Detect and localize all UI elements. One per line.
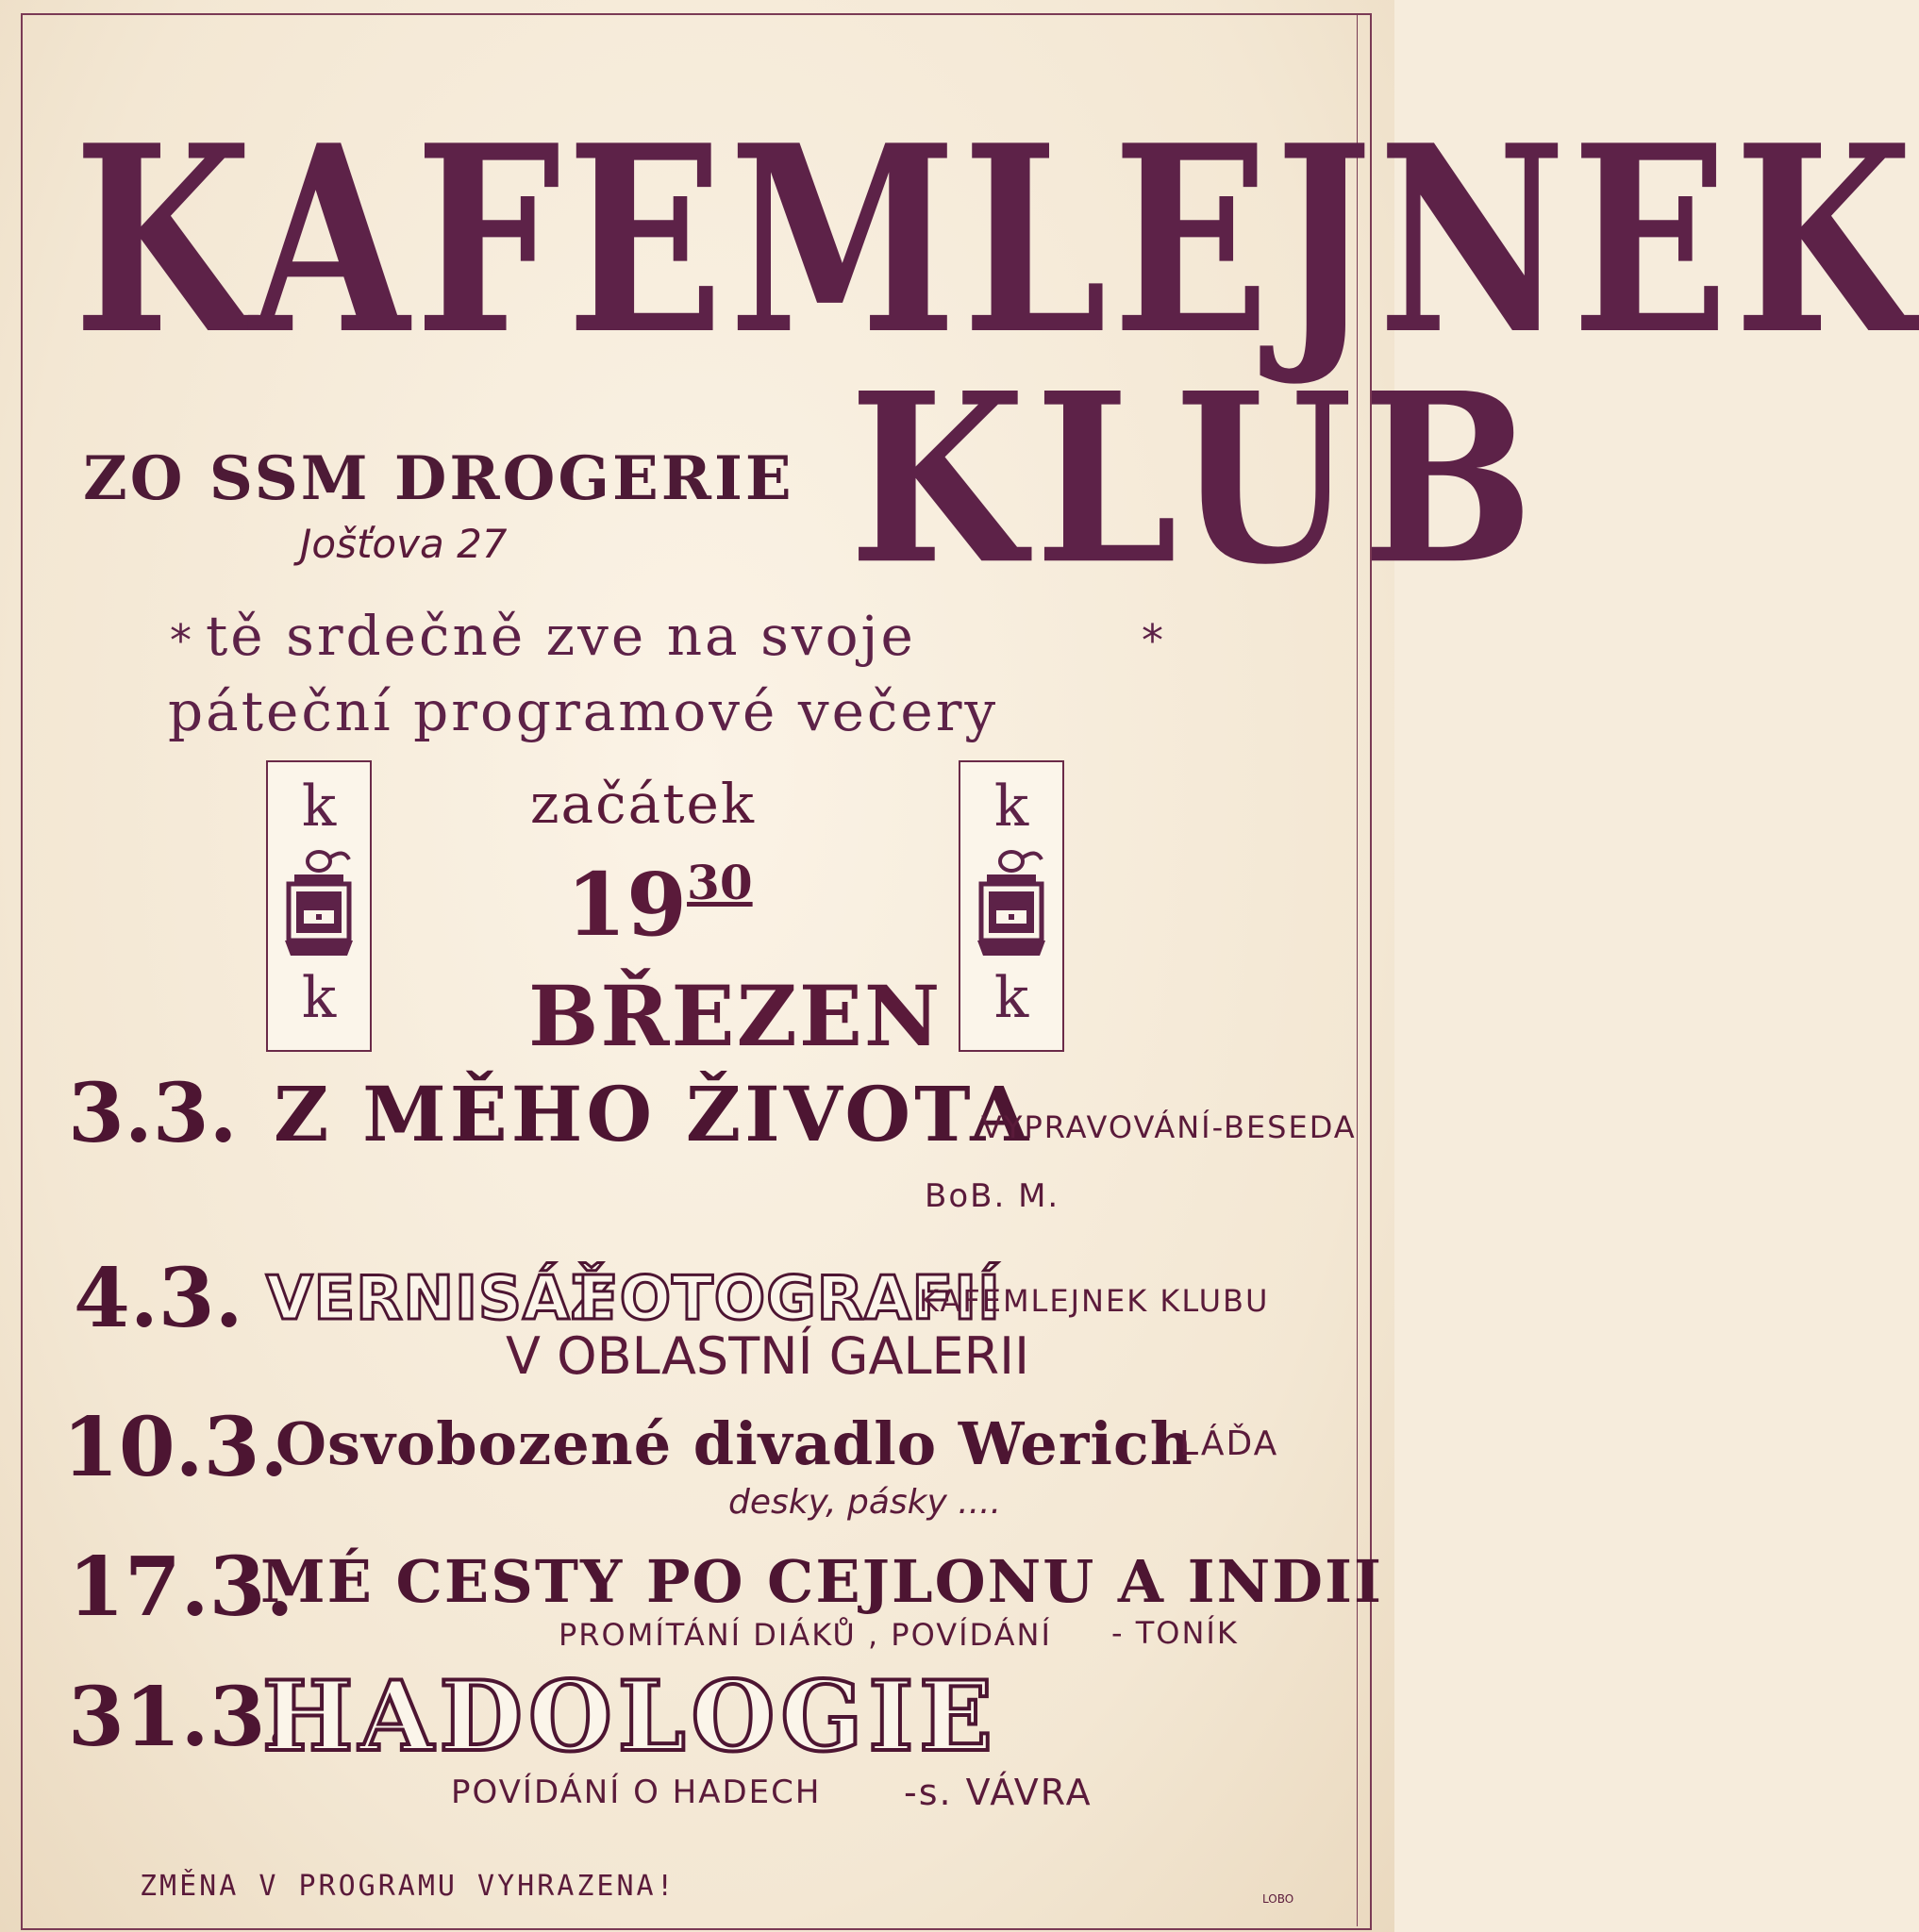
invite-line-2: páteční programové večery	[168, 679, 999, 743]
card-letter-top: k	[993, 774, 1029, 840]
artist-signature: LOBO	[1262, 1892, 1294, 1906]
event-1-presenter: BoB. M.	[925, 1177, 1060, 1215]
event-4-title: MÉ CESTY PO CEJLONU A INDII	[260, 1547, 1384, 1616]
event-2-date: 4.3.	[74, 1251, 243, 1346]
coffee-grinder-icon	[974, 842, 1049, 965]
poster-title: KAFEMLEJNEK	[74, 90, 1919, 391]
event-3-presenter: LÁĎA	[1179, 1424, 1279, 1463]
event-4-note: PROMÍTÁNÍ DIÁKŮ , POVÍDÁNÍ	[559, 1617, 1052, 1653]
event-5-note: POVÍDÁNÍ O HADECH	[451, 1774, 822, 1811]
event-5-date: 31.3.	[68, 1670, 294, 1765]
start-minutes: 30	[687, 855, 753, 910]
invite-line-1: tě srdečně zve na svoje	[206, 604, 916, 668]
event-3-date: 10.3.	[62, 1400, 289, 1495]
start-time	[566, 854, 753, 956]
event-3-note: desky, pásky ....	[728, 1483, 1002, 1522]
card-letter-bottom: k	[301, 965, 337, 1031]
logo-card-right	[959, 760, 1064, 1052]
event-2-title-a: VERNISÁŽ	[266, 1264, 615, 1334]
event-1-note: VYPRAVOVÁNÍ-BESEDA	[981, 1109, 1357, 1145]
start-label: začátek	[530, 772, 756, 836]
event-1-date: 3.3.	[68, 1066, 238, 1161]
star-right-1: *	[1142, 615, 1163, 666]
star-left-1: *	[170, 615, 192, 666]
logo-card-left	[266, 760, 372, 1052]
card-letter-bottom: k	[993, 965, 1029, 1031]
start-hour: 19	[566, 854, 688, 956]
event-5-title: HADOLOGIE	[262, 1660, 998, 1774]
poster-title-klub: KLUB	[849, 341, 1544, 616]
event-2-place: V OBLASTNÍ GALERII	[506, 1326, 1030, 1386]
event-2-title-b: FOTOGRAFIÍ	[577, 1264, 1001, 1334]
coffee-grinder-icon	[281, 842, 357, 965]
footer-notice: ZMĚNA V PROGRAMU VYHRAZENA!	[140, 1870, 676, 1903]
event-3-title: Osvobozené divadlo Werich	[275, 1409, 1193, 1478]
event-1-title: Z MĚHO ŽIVOTA	[274, 1070, 1033, 1158]
organizer-name: ZO SSM DROGERIE	[83, 443, 794, 514]
event-5-presenter: -s. VÁVRA	[904, 1772, 1093, 1813]
event-2-note: KAFEMLEJNEK KLUBU	[919, 1283, 1270, 1319]
event-4-presenter: - TONÍK	[1111, 1615, 1239, 1651]
event-4-date: 17.3.	[68, 1540, 294, 1635]
card-letter-top: k	[301, 774, 337, 840]
organizer-address: Jošťova 27	[300, 521, 508, 567]
month-heading: BŘEZEN	[528, 967, 943, 1065]
